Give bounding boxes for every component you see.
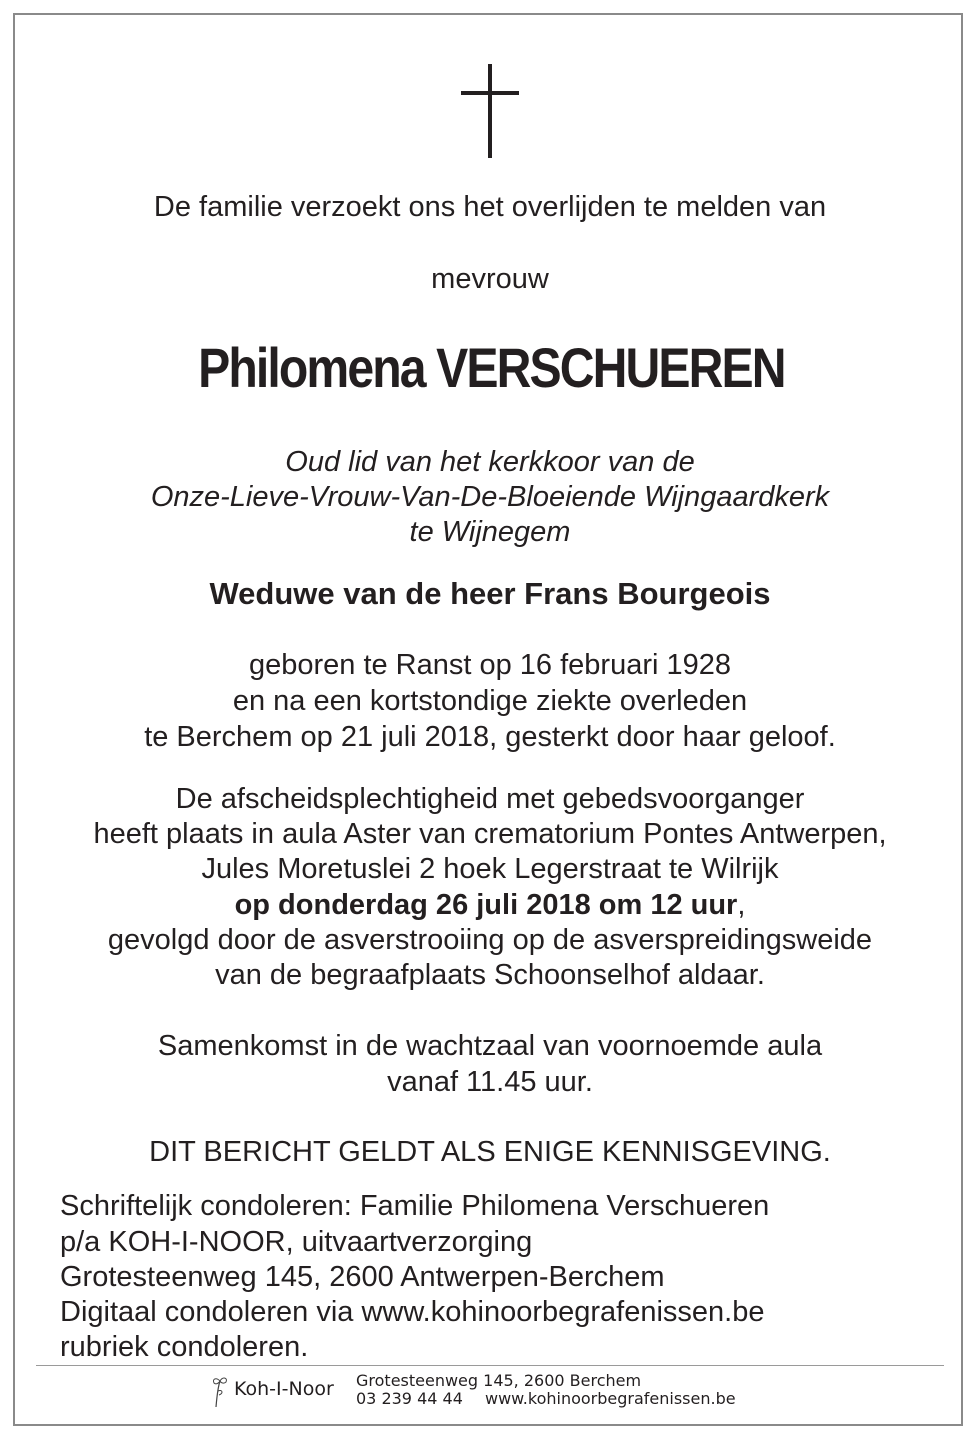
- choir-line-2: Onze-Lieve-Vrouw-Van-De-Bloeiende Wijngaardkerk: [150, 481, 830, 513]
- footer-address: Grotesteenweg 145, 2600 Berchem: [356, 1371, 642, 1390]
- gathering-line-2: vanaf 11.45 uur.: [387, 1066, 593, 1098]
- footer-divider: [36, 1365, 944, 1366]
- title-text: mevrouw: [431, 263, 549, 295]
- life-line-2: en na een kortstondige ziekte overleden: [232, 685, 748, 717]
- cross-icon: [461, 64, 521, 158]
- ceremony-date: [0, 888, 980, 923]
- choir-line-1: Oud lid van het kerkkoor van de: [285, 446, 695, 478]
- condolence-line-3: Grotesteenweg 145, 2600 Antwerpen-Berchem: [60, 1261, 665, 1293]
- logo-text: Koh-I-Noor: [234, 1378, 334, 1400]
- gathering-line-1: Samenkomst in de wachtzaal van voornoemde aula: [157, 1030, 823, 1062]
- condolence-line-5: rubriek condoleren.: [60, 1331, 309, 1363]
- condolence-line-4: Digitaal condoleren via www.kohinoorbegrafenissen.be: [60, 1296, 765, 1328]
- ceremony-line-1: De afscheidsplechtigheid met gebedsvoorganger: [175, 783, 805, 815]
- ceremony-date-bold: op donderdag 26 juli 2018 om 12 uur: [234, 889, 738, 921]
- intro-text: De familie verzoekt ons het overlijden te melden van: [153, 191, 827, 223]
- ceremony-line-6: van de begraafplaats Schoonselhof aldaar.: [215, 959, 765, 991]
- life-line-1: geboren te Ranst op 16 februari 1928: [248, 649, 732, 681]
- ceremony-line-2: heeft plaats in aula Aster van crematorium Pontes Antwerpen,: [93, 818, 887, 850]
- condolence-line-2: p/a KOH-I-NOOR, uitvaartverzorging: [60, 1226, 533, 1258]
- footer-website[interactable]: www.kohinoorbegrafenissen.be: [485, 1389, 736, 1408]
- ceremony-line-3: Jules Moretuslei 2 hoek Legerstraat te Wilrijk: [201, 853, 779, 885]
- ceremony-date-suffix: ,: [737, 889, 746, 921]
- choir-line-3: te Wijnegem: [409, 516, 571, 548]
- flower-icon: [208, 1373, 232, 1409]
- condolence-line-1: Schriftelijk condoleren: Familie Philomena Verschueren: [60, 1190, 770, 1222]
- life-line-3: te Berchem op 21 juli 2018, gesterkt door haar geloof.: [144, 721, 836, 753]
- spouse-text: Weduwe van de heer Frans Bourgeois: [209, 576, 771, 611]
- ceremony-line-5: gevolgd door de asverstrooiing op de asverspreidingsweide: [107, 924, 873, 956]
- deceased-name: Philomena VERSCHUEREN: [198, 336, 785, 399]
- notice-text: DIT BERICHT GELDT ALS ENIGE KENNISGEVING.: [149, 1136, 831, 1168]
- footer-phone: 03 239 44 44: [356, 1389, 463, 1408]
